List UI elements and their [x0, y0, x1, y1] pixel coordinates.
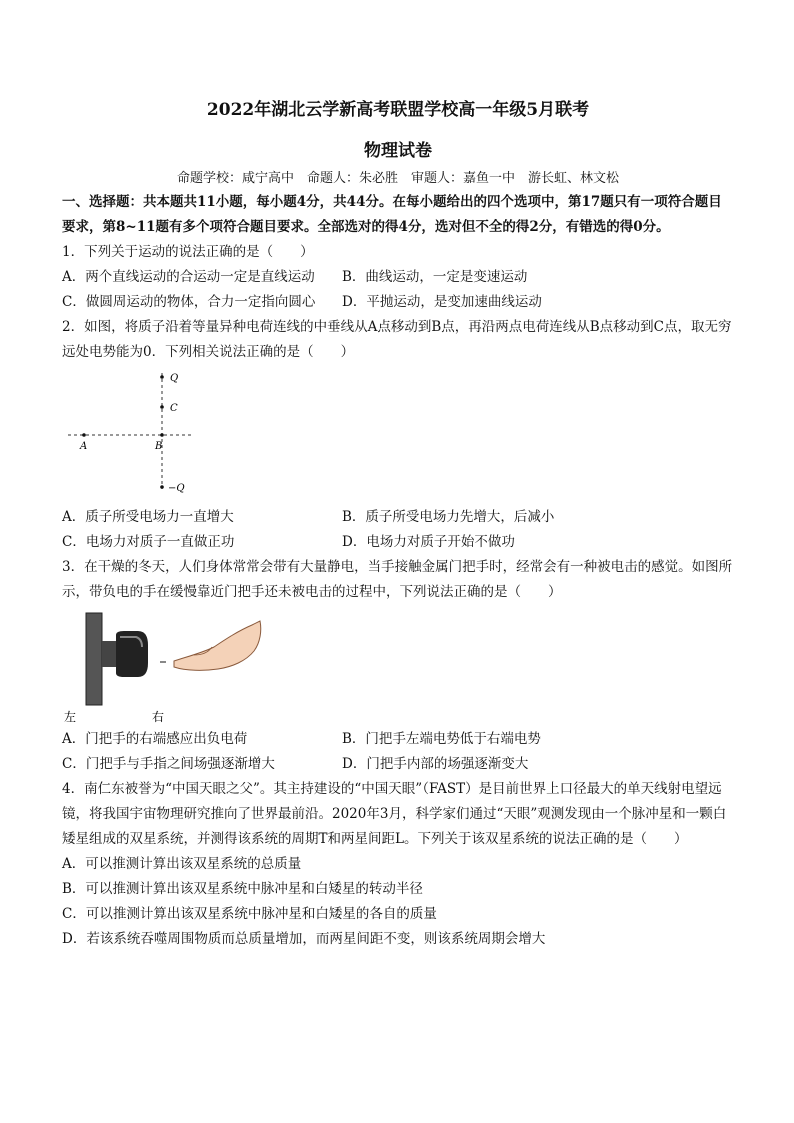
question-4-option-a: A．可以推测计算出该双星系统的总质量 [62, 856, 302, 872]
question-1-stem: 1．下列关于运动的说法正确的是（ ） [62, 244, 314, 260]
charge-diagram [62, 369, 262, 509]
question-1-options-row2 [62, 290, 734, 315]
doorknob-hand-diagram [62, 609, 282, 727]
label-a: A [80, 441, 88, 452]
question-3-option-d: D．门把手内部的场强逐渐变大 [342, 756, 529, 772]
charge-negq-point [160, 485, 164, 489]
point-a [82, 433, 86, 437]
question-3-option-c: C．门把手与手指之间场强逐渐增大 [62, 756, 275, 772]
point-b [160, 433, 164, 437]
question-4-option-c: C．可以推测计算出该双星系统中脉冲星和白矮星的各自的质量 [62, 906, 437, 922]
question-2-option-a: A．质子所受电场力一直增大 [62, 509, 234, 525]
question-3-stem: 3．在干燥的冬天，人们身体常常会带有大量静电，当手接触金属门把手时，经常会有一种被电击的感觉。如图所示，带负电的手在缓慢靠近门把手还未被电击的过程中，下列说法正确的是（ ） [62, 559, 733, 600]
question-1-option-a: A．两个直线运动的合运动一定是直线运动 [62, 269, 315, 285]
question-3-option-b: B．门把手左端电势低于右端电势 [342, 731, 541, 747]
door-panel [86, 613, 102, 705]
question-1-option-c: C．做圆周运动的物体，合力一定指向圆心 [62, 294, 316, 310]
exam-byline: 命题学校：咸宁高中 命题人：朱必胜 审题人：嘉鱼一中 游长虹、林文松 [176, 171, 619, 186]
exam-subtitle: 物理试卷 [364, 141, 432, 161]
question-3-option-a: A．门把手的右端感应出负电荷 [62, 731, 248, 747]
question-1-option-d: D．平抛运动，是变加速曲线运动 [342, 294, 542, 310]
question-4-option-b: B．可以推测计算出该双星系统中脉冲星和白矮星的转动半径 [62, 881, 423, 897]
question-3-options-row2 [62, 752, 734, 777]
label-c: C [170, 403, 178, 414]
label-negq: −Q [168, 483, 185, 494]
question-1-options-row1 [62, 265, 734, 290]
question-3-figure [62, 605, 734, 727]
question-4-stem: 4．南仁东被誉为“中国天眼之父”。其主持建设的“中国天眼”（FAST）是目前世界上口径最大的单天线射电望远镜，将我国宇宙物理研究推向了世界最前沿。2020年3月，科学家们通过“天眼”观测发现由一个脉冲星和一颗白矮星组成的双星系统，并测得该系统的周期T和两星间距L。下列关于该双星系统的说法正确的是（ ） [62, 781, 727, 847]
exam-page [62, 96, 734, 952]
exam-title: 2022年湖北云学新高考联盟学校高一年级5月联考 [206, 100, 590, 120]
label-right: 右 [152, 710, 165, 724]
question-4-option-d: D．若该系统吞噬周围物质而总质量增加，而两星间距不变，则该系统周期会增大 [62, 931, 546, 947]
hand-shape [174, 621, 261, 670]
question-1-option-b: B．曲线运动，一定是变速运动 [342, 269, 528, 285]
question-3-options-row1 [62, 727, 734, 752]
point-c [160, 405, 164, 409]
question-2-option-b: B．质子所受电场力先增大，后减小 [342, 509, 555, 525]
question-2-options-row2 [62, 530, 734, 555]
knob-neck [102, 641, 116, 667]
label-b: B [155, 441, 163, 452]
section-instructions: 一、选择题：共本题共11小题，每小题4分，共44分。在每小题给出的四个选项中，第17题只有一项符合题目要求，第8~11题有多个项符合题目要求。全部选对的得4分，选对但不全的得2分，有错选的得0分。 [62, 194, 722, 235]
label-q: Q [170, 373, 179, 384]
question-2-option-d: D．电场力对质子开始不做功 [342, 534, 515, 550]
question-2-figure [62, 365, 734, 505]
question-2-stem: 2．如图，将质子沿着等量异种电荷连线的中垂线从A点移动到B点，再沿两点电荷连线从B点移动到C点，取无穷远处电势能为0．下列相关说法正确的是（ ） [62, 319, 732, 360]
question-2-option-c: C．电场力对质子一直做正功 [62, 534, 235, 550]
charge-q-point [160, 375, 164, 379]
label-left: 左 [64, 710, 77, 724]
